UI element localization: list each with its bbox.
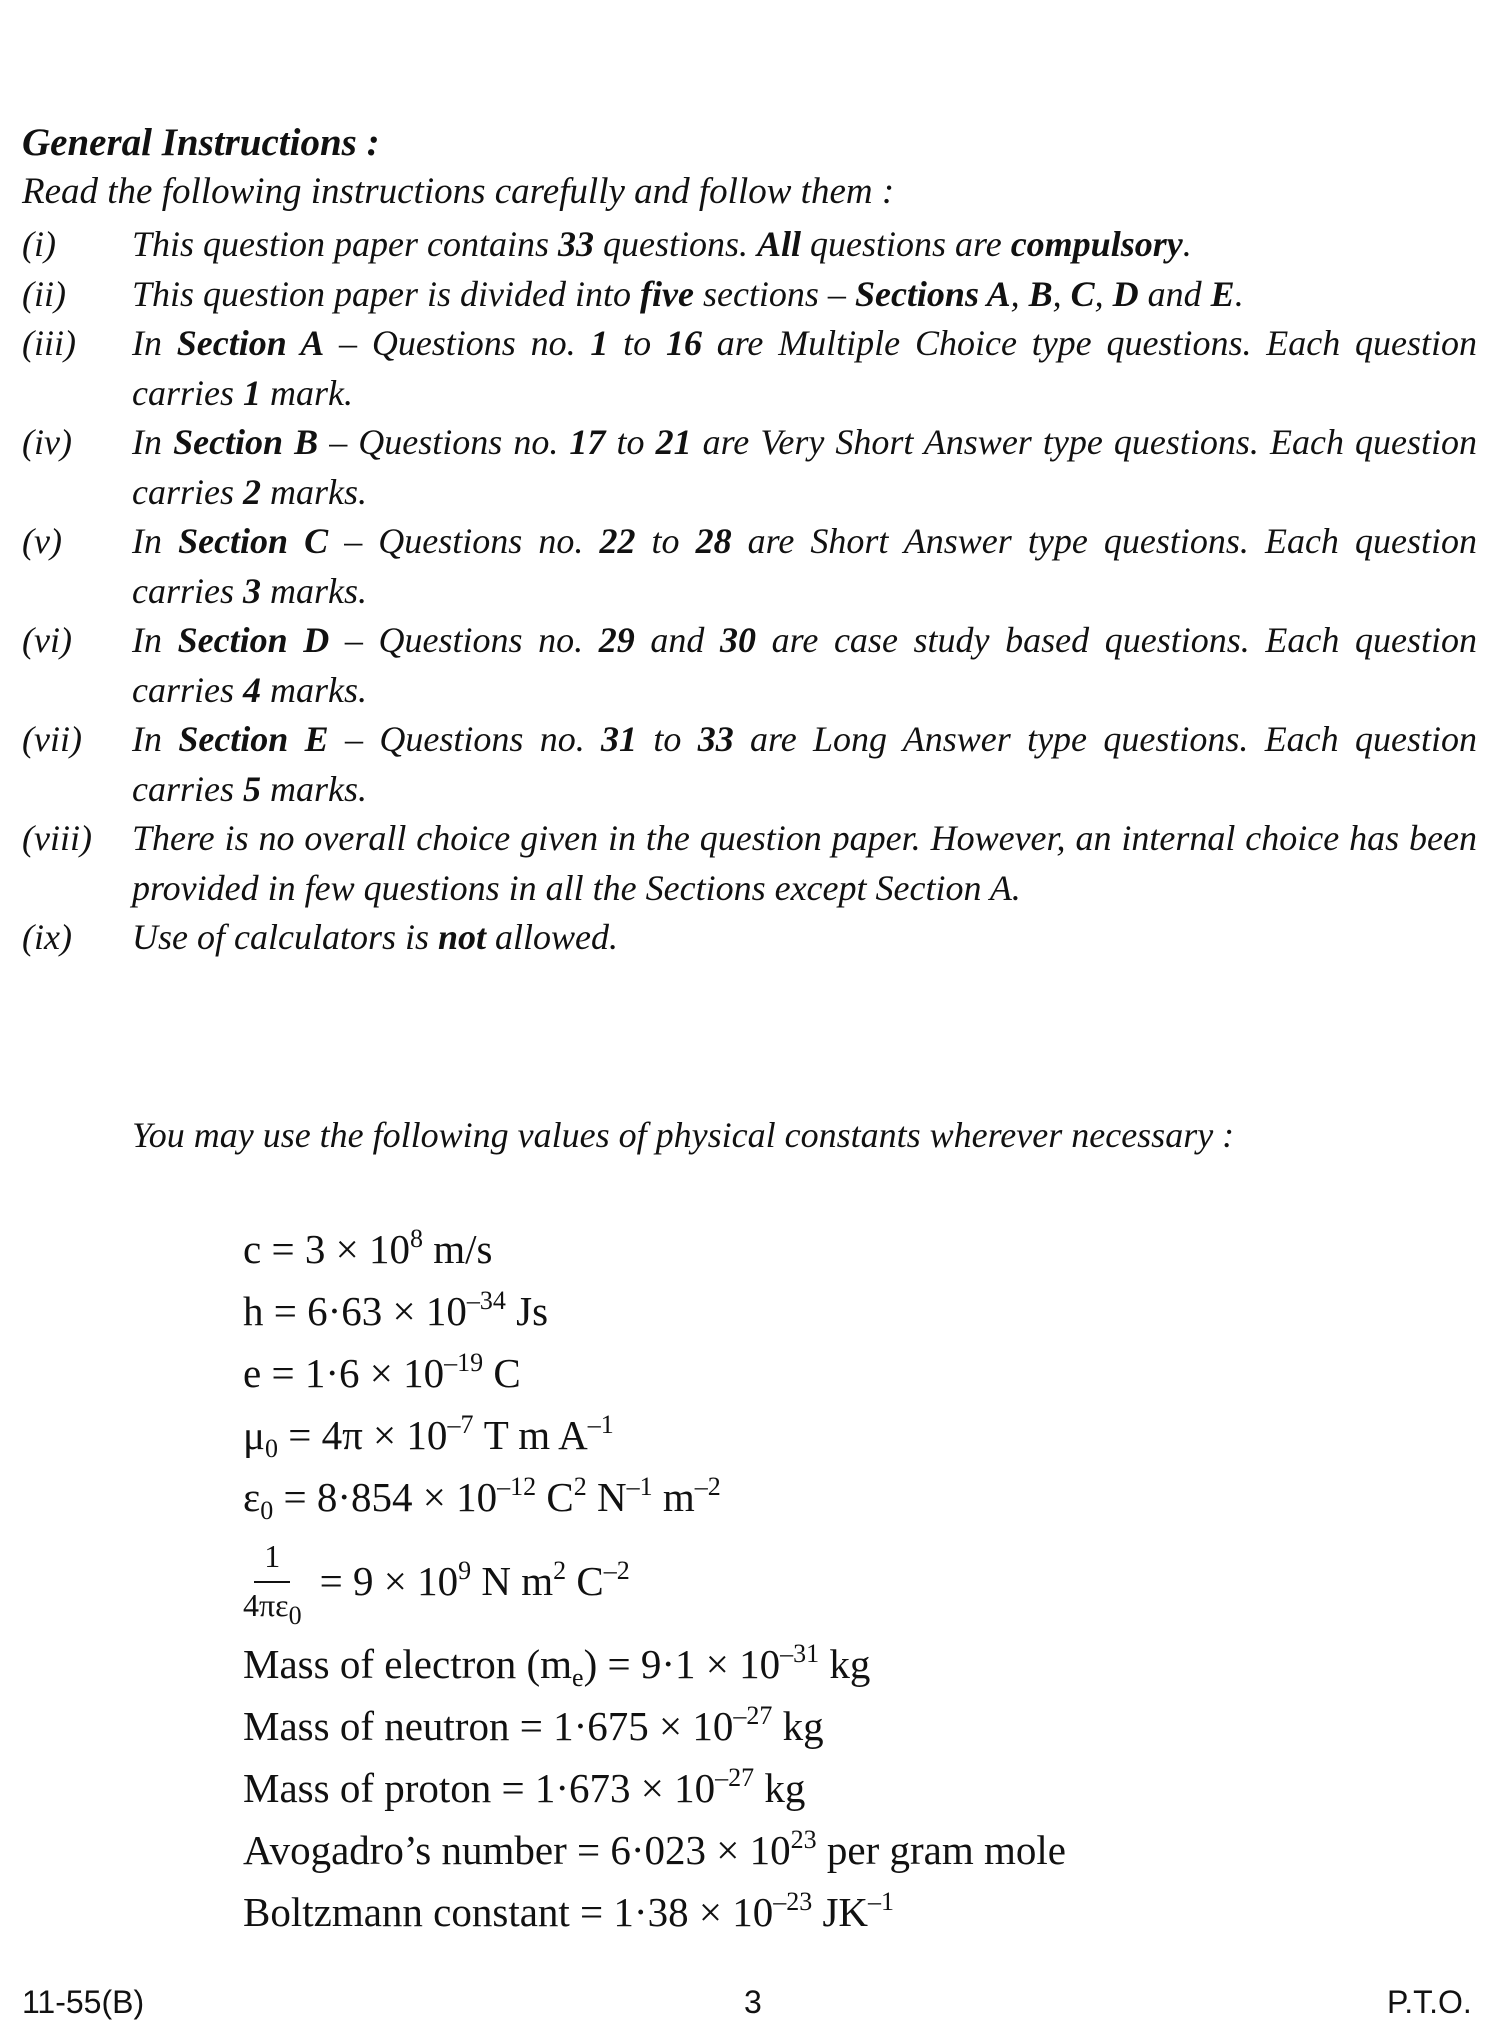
constant-line: $\mu_0 = 4\pi \times 10^{-7}$ T m $A^{-1}$ — [243, 1410, 614, 1463]
instruction-item — [22, 913, 1477, 963]
constants-note: You may use the following values of physical constants wherever necessary : — [132, 1115, 1235, 1155]
instruction-text: In Section D – Questions no. 29 and 30 are case study based questions. Each question carries 4 marks. — [132, 620, 1478, 710]
fraction — [243, 1537, 302, 1630]
instruction-number: (vi) — [22, 620, 72, 660]
instruction-text: In Section B – Questions no. 17 to 21 are Very Short Answer type questions. Each question carries 2 marks. — [132, 422, 1477, 512]
instruction-number: (viii) — [22, 818, 92, 858]
instruction-number: (ii) — [22, 273, 66, 314]
instruction-text: Use of calculators is not allowed. — [132, 917, 619, 957]
instruction-item — [22, 270, 1477, 320]
instruction-number: (iv) — [22, 422, 72, 462]
instruction-number: (vii) — [22, 719, 82, 759]
instruction-number: (i) — [22, 224, 56, 264]
instruction-list — [22, 220, 1477, 963]
constant-line: Mass of electron $(m_e) = 9\cdot 1 \times 10^{-31}$ kg — [243, 1639, 871, 1692]
instruction-text: This question paper contains 33 questions. All questions are compulsory. — [132, 224, 1192, 264]
constant-line: Boltzmann constant = $1\cdot 38 \times 10^{-23}$ $JK^{-1}$ — [243, 1887, 895, 1935]
instruction-number: (iii) — [22, 323, 76, 363]
fraction-denominator: $4\pi\varepsilon_0$ — [243, 1586, 302, 1630]
constant-line: Mass of neutron = $1\cdot 675 \times 10^{-27}$ kg — [243, 1701, 824, 1749]
constant-line: Mass of proton = $1\cdot 673 \times 10^{-27}$ kg — [243, 1763, 806, 1811]
paper-code: 11-55(B) — [22, 1984, 145, 2020]
instruction-text: This question paper is divided into five sections – Sections A, B, C, D and E. — [132, 273, 1244, 314]
constants-list — [243, 1218, 1066, 1943]
constant-coulomb — [243, 1528, 1066, 1633]
instruction-number: (v) — [22, 521, 62, 561]
instruction-item — [22, 517, 1477, 616]
constant-line: $c = 3 \times 10^8$ m/s — [243, 1224, 493, 1272]
page-number: 3 — [744, 1984, 762, 2020]
instruction-text: There is no overall choice given in the question paper. However, an internal choice has been provided in few questions in all the Sections except Section A. — [132, 818, 1477, 908]
instruction-item — [22, 220, 1477, 270]
instruction-item — [22, 319, 1477, 418]
instruction-item — [22, 715, 1477, 814]
instruction-item — [22, 814, 1477, 913]
pto-label: P.T.O. — [1387, 1984, 1472, 2020]
fraction-rhs: = $9 \times 10^9$ N $m^2$ $C^{-2}$ — [319, 1555, 630, 1604]
instructions-heading: General Instructions : — [22, 121, 380, 164]
instruction-item — [22, 418, 1477, 517]
fraction-numerator: 1 — [254, 1538, 290, 1583]
instruction-number: (ix) — [22, 917, 72, 957]
instruction-text: In Section C – Questions no. 22 to 28 are Short Answer type questions. Each question carries 3 marks. — [132, 521, 1477, 611]
instruction-item — [22, 616, 1477, 715]
constant-line: Avogadro’s number = $6\cdot 023 \times 10^{23}$ per gram mole — [243, 1825, 1066, 1873]
constant-line: $\varepsilon_0 = 8\cdot 854 \times 10^{-12}$ $C^2$ $N^{-1}$ $m^{-2}$ — [243, 1472, 721, 1525]
constant-line: $h = 6\cdot 63 \times 10^{-34}$ Js — [243, 1286, 549, 1334]
instructions-lead: Read the following instructions carefully and follow them : — [22, 171, 895, 212]
constant-line: $e = 1\cdot 6 \times 10^{-19}$ C — [243, 1348, 521, 1396]
instruction-text: In Section A – Questions no. 1 to 16 are Multiple Choice type questions. Each question carries 1 mark. — [132, 323, 1477, 413]
instruction-text: In Section E – Questions no. 31 to 33 are Long Answer type questions. Each question carries 5 marks. — [132, 719, 1477, 809]
